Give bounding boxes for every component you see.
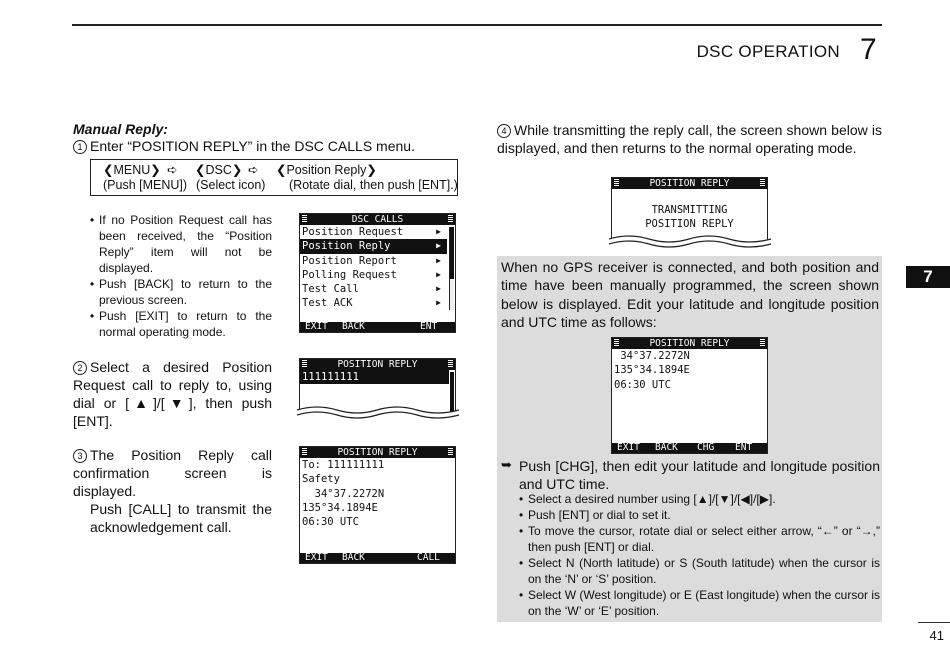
lcd-title-bar — [612, 178, 767, 189]
lcd-title-bar — [300, 214, 455, 225]
step-number: 2 — [73, 361, 87, 375]
note: • Select W (West longitude) or E (East longitude) when the cursor is on the ‘W’ or ‘E’ position. — [519, 587, 880, 619]
menu-bars-icon — [614, 179, 619, 187]
softkey-exit: EXIT — [305, 552, 328, 563]
note: • If no Position Request call has been received, the “Position Reply” item will not be displayed. — [90, 212, 272, 276]
lcd-line: To: 111111111 — [302, 459, 385, 471]
lcd-line: 135°34.1894E — [302, 501, 378, 514]
lcd-title-bar — [612, 338, 767, 349]
lcd-menu-item: Test Call ▶ — [302, 283, 441, 296]
note: • Push [BACK] to return to the previous screen. — [90, 276, 272, 308]
menu-bars-icon — [302, 360, 307, 368]
notes-list — [90, 212, 272, 340]
menu-path-box — [90, 159, 458, 196]
menu-bars-icon — [760, 339, 765, 347]
lcd-line: 34°37.2272N — [614, 350, 690, 362]
softkey-ent: ENT — [420, 321, 438, 332]
no-gps-text: When no GPS receiver is connected, and both position and time have been manually programmed, the screen shown below is displayed. Edit your latitude and longitude position and UTC time as follows: — [501, 259, 879, 330]
lcd-list-item-selected: 111111111 — [300, 370, 449, 384]
step-3 — [73, 446, 272, 500]
lcd-menu-item: Polling Request ▶ — [302, 268, 441, 281]
menu-bars-icon — [760, 179, 765, 187]
manual-reply-heading: Manual Reply: — [73, 121, 168, 137]
step-text: While transmitting the reply call, the screen shown below is displayed, and then returns to the normal operating mode. — [497, 122, 882, 156]
lcd-line: POSITION REPLY — [645, 218, 734, 230]
lcd-title: POSITION REPLY — [337, 359, 418, 370]
step-2 — [73, 358, 272, 430]
arrow-right-icon: ▶ — [436, 298, 441, 308]
lcd-title-bar — [300, 447, 455, 458]
arrow-right-icon: ▶ — [436, 241, 441, 251]
note: • Select a desired number using [▲]/[▼]/[◀]/[▶]. — [519, 491, 880, 507]
step-4 — [497, 121, 882, 157]
menu-bars-icon — [302, 448, 307, 456]
lcd-position-reply-list — [299, 358, 457, 420]
step-3-continued: Push [CALL] to transmit the acknowledgement call. — [90, 501, 272, 535]
edit-subnotes — [519, 491, 880, 619]
note: • Push [EXIT] to return to the normal operating mode. — [90, 308, 272, 340]
footer-rule — [918, 622, 950, 623]
menu-hint: (Select icon) — [196, 178, 266, 192]
lcd-line: Safety — [302, 473, 340, 486]
lcd-line: TRANSMITTING — [651, 204, 728, 216]
section-title: DSC OPERATION — [696, 42, 840, 61]
step-number: 3 — [73, 449, 87, 463]
step-text: Enter “POSITION REPLY” in the DSC CALLS menu. — [90, 138, 415, 154]
lcd-title: DSC CALLS — [351, 214, 404, 225]
note: • To move the cursor, rotate dial or select either arrow, “←” or “→,” then push [ENT] or dial. — [519, 523, 880, 555]
menu-hint: (Rotate dial, then push [ENT].) — [289, 178, 458, 192]
arrow-icon: ➪ — [248, 163, 259, 177]
menu-bars-icon — [448, 448, 453, 456]
lcd-title: POSITION REPLY — [649, 178, 730, 189]
softkey-exit: EXIT — [305, 321, 328, 332]
lcd-title: POSITION REPLY — [337, 447, 418, 458]
arrow-right-icon: ▶ — [436, 255, 441, 265]
lcd-line: 34°37.2272N — [302, 487, 385, 500]
menu-bars-icon — [302, 215, 307, 223]
chapter-tab: 7 — [906, 266, 950, 288]
softkey-call: CALL — [417, 552, 440, 563]
header-rule — [72, 24, 882, 26]
menu-bars-icon — [614, 339, 619, 347]
scroll-thumb — [450, 227, 454, 279]
lcd-menu-item-selected: Position Reply ▶ — [300, 239, 447, 253]
torn-edge — [297, 402, 459, 422]
softkey-back: BACK — [342, 552, 365, 563]
softkey-back: BACK — [655, 442, 678, 453]
softkey-bar — [300, 553, 455, 563]
arrow-bullet-icon: ➥ — [501, 457, 512, 472]
lcd-transmitting — [611, 177, 769, 249]
softkey-ent: ENT — [735, 442, 753, 453]
lcd-dsc-calls — [299, 213, 456, 333]
lcd-menu-item: Position Request ▶ — [302, 226, 441, 238]
arrow-icon: ➪ — [167, 163, 178, 177]
lcd-line: 06:30 UTC — [614, 378, 671, 391]
torn-edge — [609, 231, 771, 251]
step-text: The Position Reply call confirmation screen is displayed. — [73, 447, 272, 499]
step-text: Select a desired Position Request call to reply to, using dial or [▲]/[▼], then push [ENT]. — [73, 359, 272, 429]
note: • Select N (North latitude) or S (South latitude) when the cursor is on the ‘N’ or ‘S’ position. — [519, 555, 880, 587]
page-number: 41 — [929, 628, 944, 643]
lcd-title: POSITION REPLY — [649, 338, 730, 349]
arrow-right-icon: ▶ — [436, 269, 441, 279]
chapter-number: 7 — [860, 33, 877, 66]
step-number: 4 — [497, 124, 511, 138]
menu-item-menu: ❮MENU❯ — [103, 163, 161, 177]
lcd-line: 135°34.1894E — [614, 364, 690, 377]
step-1 — [73, 137, 463, 155]
softkey-chg: CHG — [697, 442, 715, 453]
step-number: 1 — [73, 140, 87, 154]
menu-hint: (Push [MENU]) — [103, 178, 188, 192]
lcd-position-reply-confirm — [299, 446, 456, 564]
lcd-position-reply-edit — [611, 337, 768, 454]
arrow-right-icon: ▶ — [436, 227, 441, 236]
menu-item-dsc: ❮DSC❯ — [195, 163, 243, 177]
note: • Push [ENT] or dial to set it. — [519, 507, 880, 523]
menu-bars-icon — [448, 215, 453, 223]
chg-step: Push [CHG], then edit your latitude and longitude position and UTC time. — [519, 458, 880, 492]
menu-item-position-reply: ❮Position Reply❯ — [276, 163, 377, 177]
arrow-right-icon: ▶ — [436, 284, 441, 294]
lcd-menu-item: Position Report ▶ — [302, 254, 441, 267]
softkey-bar — [612, 443, 767, 453]
menu-bars-icon — [448, 360, 453, 368]
lcd-menu-item: Test ACK ▶ — [302, 297, 441, 310]
softkey-exit: EXIT — [617, 442, 640, 453]
softkey-bar — [300, 322, 455, 332]
lcd-title-bar — [300, 359, 455, 370]
softkey-back: BACK — [342, 321, 365, 332]
lcd-line: 06:30 UTC — [302, 516, 359, 529]
